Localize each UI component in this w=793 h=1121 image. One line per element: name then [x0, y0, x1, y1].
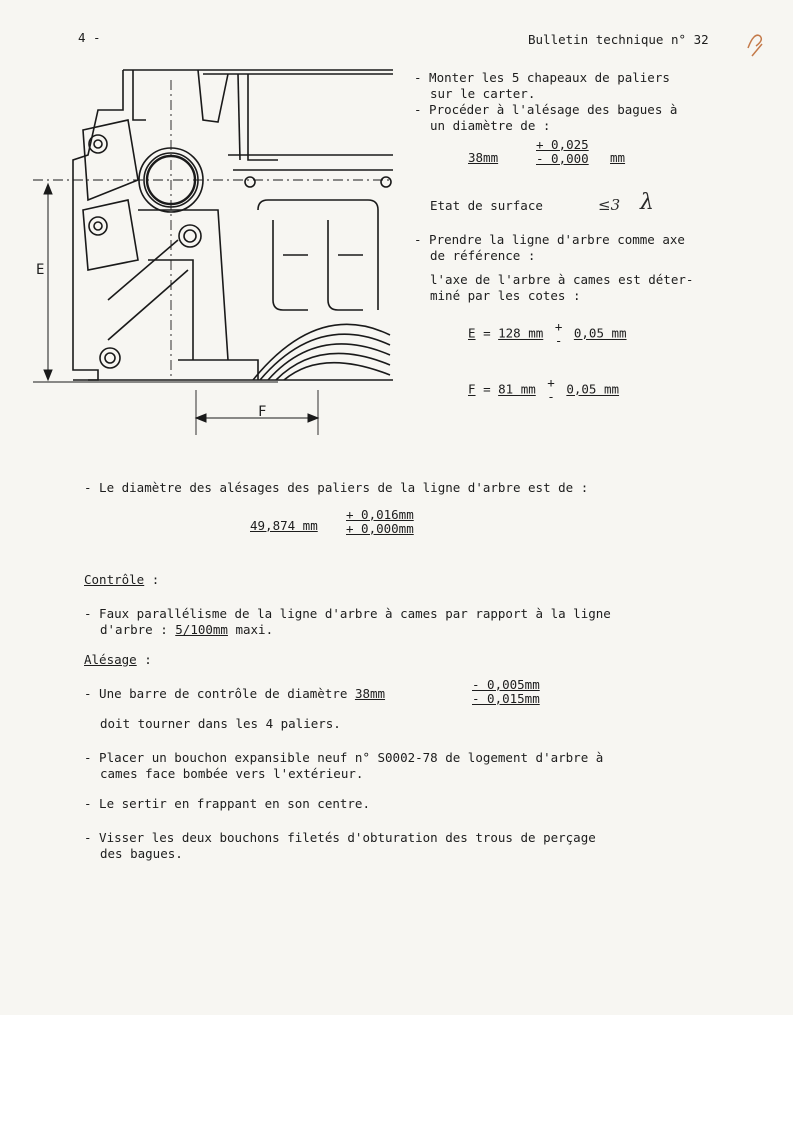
control-bar-tolerance	[472, 678, 540, 706]
alesage-item1: - Une barre de contrôle de diamètre 38mm	[84, 686, 386, 701]
step3-line1: - Prendre la ligne d'arbre comme axe	[414, 232, 685, 247]
bore-unit: mm	[610, 150, 626, 165]
parallelism-value: 5/100mm	[175, 622, 228, 637]
page-number: 4 -	[78, 30, 101, 45]
control-bar-diameter: 38mm	[354, 686, 386, 701]
diameter-tol-upper: + 0,016mm	[346, 507, 414, 522]
diameter-tol-lower: + 0,000mm	[346, 521, 414, 536]
alesage-item3: - Le sertir en frappant en son centre.	[84, 796, 370, 811]
alesage-item1-line2: doit tourner dans les 4 paliers.	[100, 716, 341, 731]
step3-line2: de référence :	[430, 248, 536, 263]
control-bar-tol-upper: - 0,005mm	[472, 677, 540, 692]
diameter-line: - Le diamètre des alésages des paliers de la ligne d'arbre est de :	[84, 480, 589, 495]
control-bar-tol-lower: - 0,015mm	[472, 691, 540, 706]
alesage-item4-line1: - Visser les deux bouchons filetés d'obturation des trous de perçage	[84, 830, 596, 845]
bore-tol-upper: + 0,025	[536, 137, 589, 152]
page-bottom-margin	[0, 1015, 793, 1121]
alesage-item2-line2: cames face bombée vers l'extérieur.	[100, 766, 364, 781]
step2-line2: un diamètre de :	[430, 118, 551, 133]
alesage-item2-line1: - Placer un bouchon expansible neuf n° S0002-78 de logement d'arbre à	[84, 750, 604, 765]
axis-line1: l'axe de l'arbre à cames est déter-	[430, 272, 694, 287]
dim-e-value: 128 mm	[498, 325, 544, 341]
controle-heading: Contrôle :	[84, 572, 160, 587]
bulletin-title: Bulletin technique n° 32	[528, 32, 709, 47]
dim-e-row: E = 128 mm + - 0,05 mm	[468, 319, 627, 348]
step2-line1: - Procéder à l'alésage des bagues à	[414, 102, 678, 117]
dimension-f-label: F	[258, 404, 267, 420]
dim-f-label: F	[468, 381, 476, 397]
controle-item1-line2: d'arbre : 5/100mm maxi.	[100, 622, 274, 637]
dim-f-value: 81 mm	[498, 381, 536, 397]
engine-block-drawing	[28, 60, 400, 440]
alesage-heading: Alésage :	[84, 652, 152, 667]
surface-value: ≤3	[598, 196, 621, 214]
controle-item1-line1: - Faux parallélisme de la ligne d'arbre à cames par rapport à la ligne	[84, 606, 611, 621]
dim-e-tol: 0,05 mm	[573, 325, 627, 341]
bore-tolerance	[536, 138, 589, 166]
dim-f-row: F = 81 mm + - 0,05 mm	[468, 375, 620, 404]
diameter-value: 49,874 mm	[250, 518, 318, 533]
bore-tol-lower: - 0,000	[536, 151, 589, 166]
surface-symbol: λ	[640, 190, 654, 215]
axis-line2: miné par les cotes :	[430, 288, 581, 303]
dimension-e-label: E	[36, 262, 45, 278]
handwritten-mark-icon	[738, 26, 774, 60]
alesage-item4-line2: des bagues.	[100, 846, 183, 861]
surface-label: Etat de surface	[430, 198, 543, 213]
bore-nominal: 38mm	[468, 150, 499, 165]
dim-f-tol: 0,05 mm	[566, 381, 620, 397]
diameter-tolerance	[346, 508, 414, 536]
dim-e-label: E	[468, 325, 476, 341]
step1-line2: sur le carter.	[430, 86, 536, 101]
step1-line1: - Monter les 5 chapeaux de paliers	[414, 70, 670, 85]
